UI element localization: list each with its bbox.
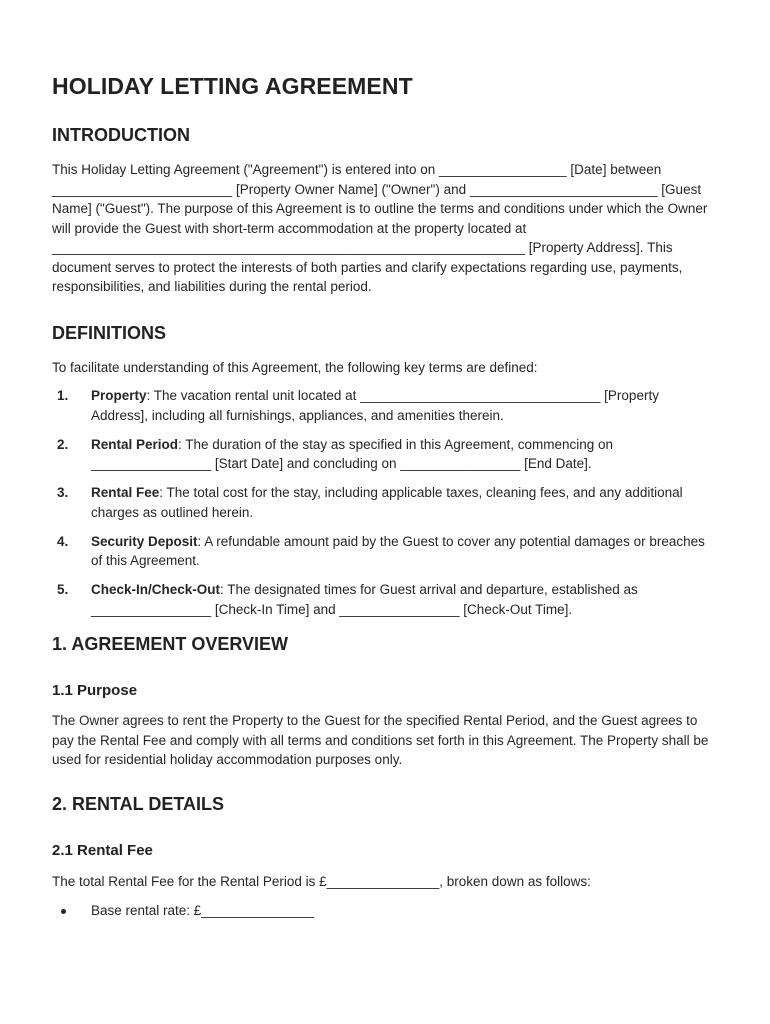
definition-term: Property — [91, 388, 147, 403]
document-title: HOLIDAY LETTING AGREEMENT — [52, 73, 413, 99]
definition-text: : The total cost for the stay, including applicable taxes, cleaning fees, and any additional charges as outlined herein. — [91, 485, 683, 520]
introduction-heading: INTRODUCTION — [52, 125, 190, 145]
definition-term: Rental Period — [91, 436, 179, 452]
definition-term: Security Deposit — [91, 533, 198, 549]
definition-number: 3. — [57, 485, 69, 500]
definitions-lead: To facilitate understanding of this Agreement, the following key terms are defined: — [52, 359, 538, 375]
definition-number: 1. — [57, 388, 69, 403]
section-1-1-paragraph: The Owner agrees to rent the Property to the Guest for the specified Rental Period, and the Guest agrees to pay the Rental Fee and comply with all terms and conditions set forth in this Agreement. The Property shall be used for residential holiday accommodation purposes only. — [52, 713, 709, 767]
section-1-heading: 1. AGREEMENT OVERVIEW — [52, 634, 289, 654]
section-2-1-heading: 2.1 Rental Fee — [52, 841, 153, 859]
bullet-icon — [61, 909, 66, 914]
definition-text: : A refundable amount paid by the Guest to cover any potential damages or breaches of this Agreement. — [91, 533, 705, 568]
definition-text: : The vacation rental unit located at ________________________________ [Property Address], including all furnishings, appliances, and amenities therein. — [91, 388, 659, 423]
section-2-1-paragraph: The total Rental Fee for the Rental Period is £_______________, broken down as follows: — [52, 873, 591, 889]
definition-number: 2. — [57, 436, 69, 452]
definition-text: : The duration of the stay as specified in this Agreement, commencing on ________________ [Start Date] and concluding on ________________ [End Date]. — [91, 436, 614, 471]
definition-item — [52, 435, 718, 474]
definitions-heading: DEFINITIONS — [52, 322, 167, 343]
definition-item — [52, 386, 718, 425]
definition-number: 5. — [57, 582, 69, 597]
definition-item — [52, 532, 718, 571]
definition-item — [52, 580, 718, 619]
bullet-text: Base rental rate: £_______________ — [91, 903, 314, 918]
definition-text: : The designated times for Guest arrival and departure, established as ________________ [Check-In Time] and ________________ [Check-Out Time]. — [91, 582, 638, 617]
definition-term: Check-In/Check-Out — [91, 582, 221, 597]
rental-fee-breakdown-list — [52, 901, 718, 921]
section-1-1-heading: 1.1 Purpose — [52, 682, 138, 699]
definition-item — [52, 483, 718, 522]
introduction-paragraph: This Holiday Letting Agreement ("Agreement") is entered into on _________________ [Date] between ________________________ [Property Owner Name] ("Owner") and _________________________ [Guest Name] ("Guest"). The purpose of this Agreement is to outline the terms and conditions under which the Owner will provide the Guest with short-term accommodation at the property located at _______________________________________________________________ [Property Address]. This document serves to protect the interests of both parties and clarify expectations regarding use, payments, responsibilities, and liabilities during the rental period. — [52, 162, 708, 294]
section-2-heading: 2. RENTAL DETAILS — [52, 793, 225, 814]
definition-term: Rental Fee — [91, 485, 160, 500]
list-item — [52, 901, 718, 921]
definitions-list — [52, 386, 718, 619]
definition-number: 4. — [57, 533, 69, 549]
